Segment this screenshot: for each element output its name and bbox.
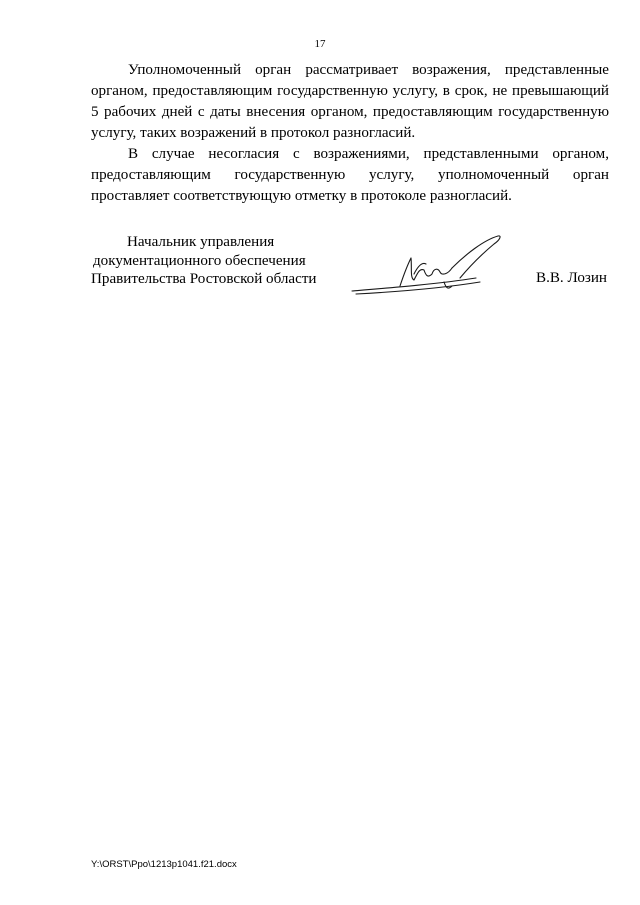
page-number: 17 [314,38,326,50]
handwritten-signature [348,228,508,298]
signatory-title-line: Начальник управления [127,234,275,250]
paragraph: В случае несогласия с возражениями, представленными органом, предоставляющим государственную услугу, уполномоченный орган проставляет соответствующую отметку в протоколе разногласий. [91,146,609,204]
body-text [91,60,609,207]
signer-name: В.В. Лозин [536,270,607,286]
signatory-title-line: Правительства Ростовской области [91,271,317,287]
file-path: Y:\ORST\Ppo\1213p1041.f21.docx [91,859,237,870]
paragraph: Уполномоченный орган рассматривает возражения, представленные органом, предоставляющим государственную услугу, в срок, не превышающий 5 рабочих дней с даты внесения органом, предоставляющим государственную услугу, таких возражений в протокол разногласий. [91,62,609,141]
signatory-title-line: документационного обеспечения [93,252,306,269]
signatory-title [91,233,317,289]
